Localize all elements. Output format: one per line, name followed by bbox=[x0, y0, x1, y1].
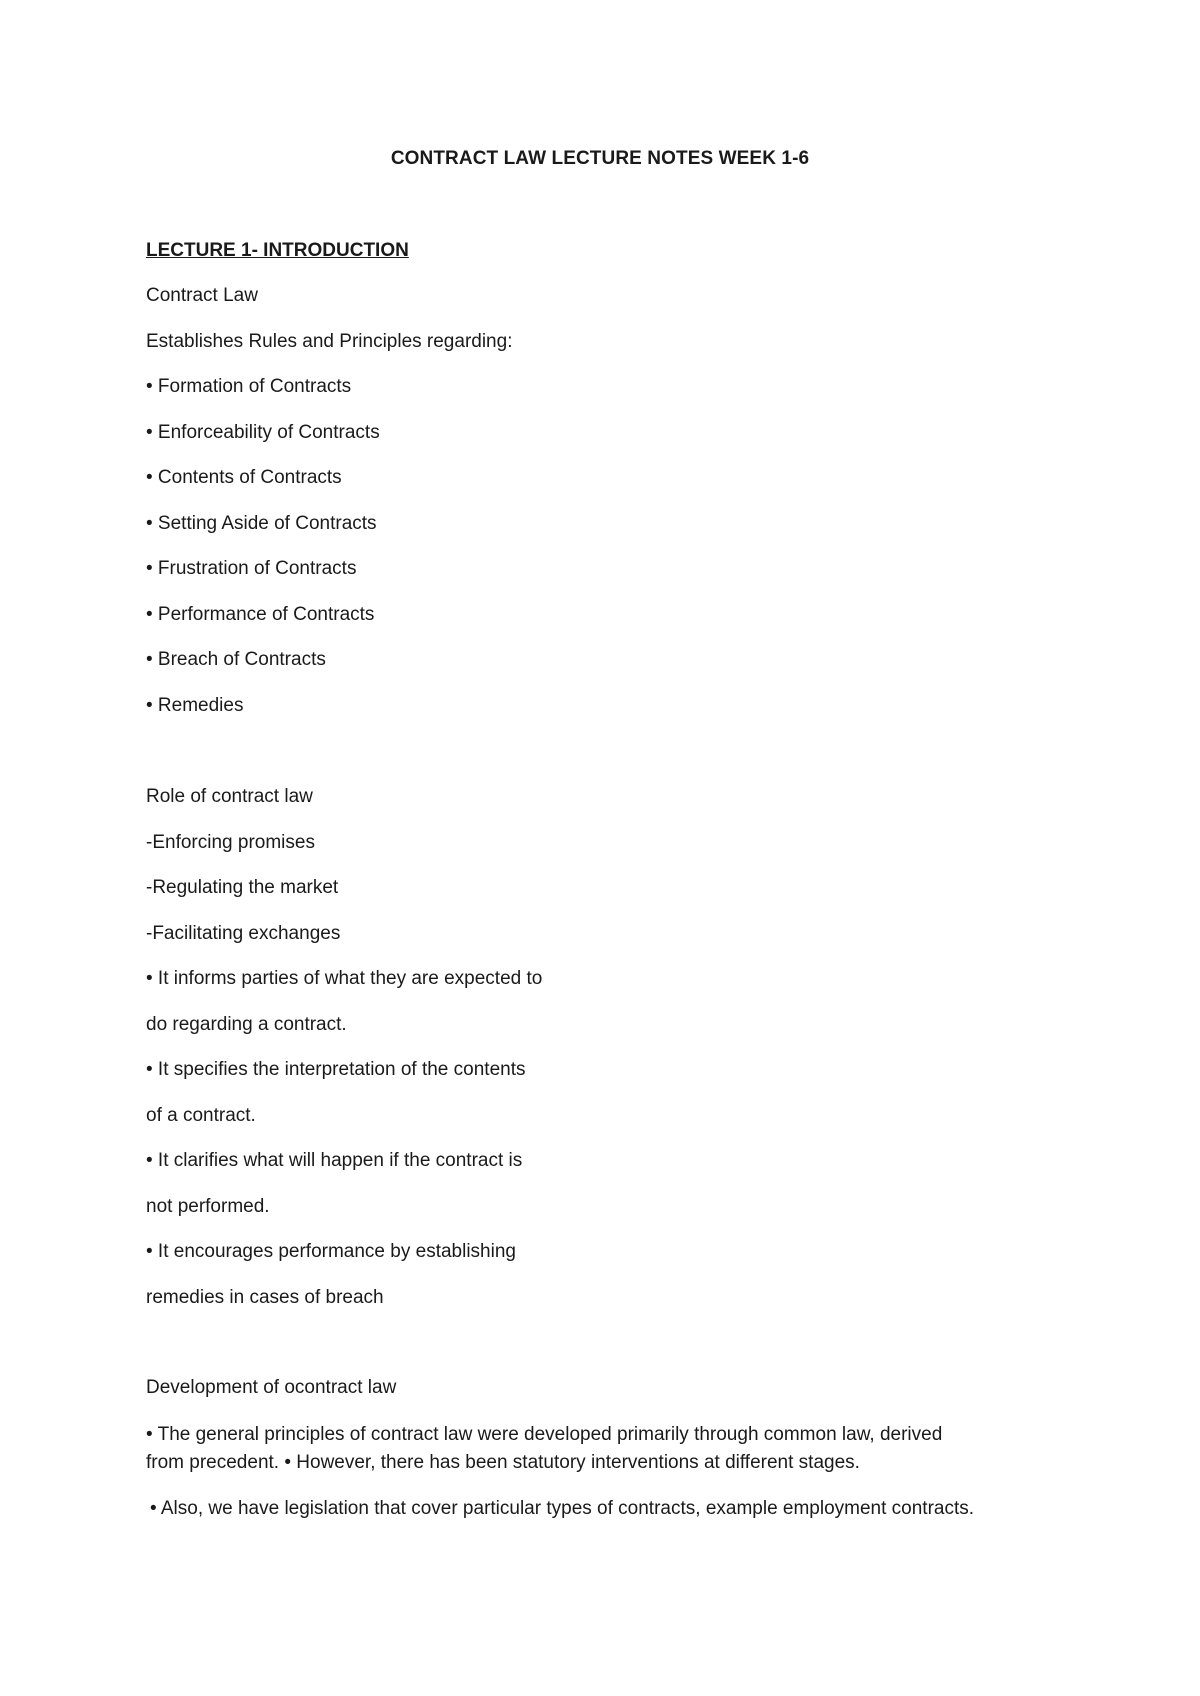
list-item: • Performance of Contracts bbox=[146, 603, 375, 625]
development-paragraph bbox=[146, 1421, 1066, 1477]
role-line: • It specifies the interpretation of the contents bbox=[146, 1059, 526, 1080]
intro-label: Contract Law bbox=[146, 285, 258, 306]
paragraph-line: from precedent. • However, there has been statutory interventions at different stages. bbox=[146, 1451, 860, 1473]
list-item: • Remedies bbox=[146, 694, 244, 716]
list-item: -Enforcing promises bbox=[146, 831, 315, 853]
role-line: remedies in cases of breach bbox=[146, 1286, 384, 1308]
role-line: do regarding a contract. bbox=[146, 1013, 347, 1035]
spacer bbox=[146, 738, 1066, 784]
document-title: CONTRACT LAW LECTURE NOTES WEEK 1-6 bbox=[390, 148, 810, 169]
document-body bbox=[146, 238, 1066, 1523]
list-item: • Enforceability of Contracts bbox=[146, 421, 380, 443]
list-item: • Frustration of Contracts bbox=[146, 558, 357, 579]
list-item: • Breach of Contracts bbox=[146, 649, 326, 670]
role-line: • It encourages performance by establishing bbox=[146, 1241, 516, 1262]
paragraph-line: • The general principles of contract law were developed primarily through common law, derived bbox=[146, 1423, 943, 1445]
list-item: -Regulating the market bbox=[146, 877, 339, 898]
list-item: • Setting Aside of Contracts bbox=[146, 512, 377, 534]
development-paragraph-2: • Also, we have legislation that cover particular types of contracts, example employment contracts. bbox=[150, 1497, 975, 1519]
role-line: • It informs parties of what they are expected to bbox=[146, 968, 543, 989]
role-line: not performed. bbox=[146, 1195, 270, 1217]
development-heading: Development of ocontract law bbox=[146, 1377, 397, 1398]
list-item: • Formation of Contracts bbox=[146, 376, 352, 397]
spacer bbox=[146, 1330, 1066, 1375]
role-line: of a contract. bbox=[146, 1104, 256, 1126]
intro-lead: Establishes Rules and Principles regarding: bbox=[146, 330, 513, 352]
lecture-heading: LECTURE 1- INTRODUCTION bbox=[146, 240, 409, 261]
list-item: • Contents of Contracts bbox=[146, 467, 342, 488]
role-line: • It clarifies what will happen if the contract is bbox=[146, 1150, 523, 1171]
role-heading: Role of contract law bbox=[146, 786, 313, 807]
list-item: -Facilitating exchanges bbox=[146, 922, 341, 944]
